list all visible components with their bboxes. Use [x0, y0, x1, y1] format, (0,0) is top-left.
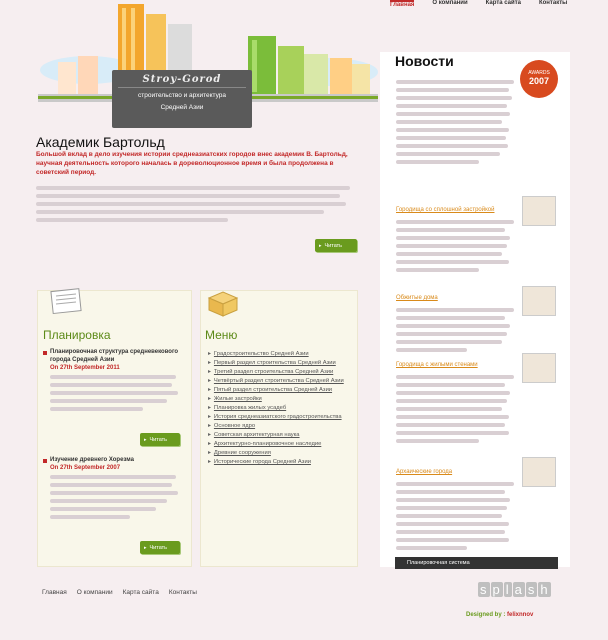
designed-by [466, 612, 533, 618]
nav-sitemap[interactable]: Карта сайта [485, 0, 521, 6]
list-item: ▸ Исторические города Средней Азии [208, 458, 311, 465]
menu-link[interactable]: Советская архитектурная наука [213, 431, 300, 438]
news-intro-text [396, 80, 514, 164]
news-link[interactable]: Городища со сплошной застройкой [396, 207, 495, 213]
box-icon [205, 286, 241, 318]
house-thumbnail[interactable] [522, 457, 556, 487]
news-item [396, 353, 514, 443]
list-item: ▸ Основное ядро [208, 422, 256, 429]
news-link[interactable]: Городища с жилыми стенами [396, 362, 478, 368]
menu-link[interactable]: Пятый раздел строительства Средней Азии [213, 386, 333, 393]
menu-link[interactable]: Третий раздел строительства Средней Азии [213, 368, 334, 375]
planning-item [43, 457, 183, 519]
bullet-icon [43, 351, 47, 355]
menu-link[interactable]: Исторические города Средней Азии [213, 458, 311, 465]
menu-link[interactable]: Четвёртый раздел строительства Средней Азии [213, 377, 344, 384]
award-label: AWARDS [528, 70, 550, 76]
house-thumbnail[interactable] [522, 353, 556, 383]
menu-link[interactable]: История среднеазиатского градостроительства [213, 413, 342, 420]
house-thumbnail[interactable] [522, 286, 556, 316]
footer-nav [42, 589, 197, 596]
article-read-label: Читать [324, 242, 343, 249]
footer-nav-about[interactable]: О компании [76, 589, 113, 596]
top-nav [382, 0, 608, 11]
nav-contacts[interactable]: Контакты [538, 0, 568, 6]
list-item: ▸ Четвёртый раздел строительства Средней Азии [208, 377, 344, 384]
designed-label: Designed by : [466, 612, 506, 618]
list-item: ▸ Третий раздел строительства Средней Азии [208, 368, 334, 375]
list-item: ▸ Советская архитектурная наука [208, 431, 300, 438]
planning-read-button-1[interactable] [140, 433, 180, 446]
planning-system-bar[interactable] [395, 557, 558, 569]
arrow-icon: ▸ [144, 436, 147, 443]
news-link[interactable]: Обжитые дома [396, 295, 438, 301]
award-year: 2007 [528, 76, 550, 86]
logo-name: Stroy-Gorod [118, 74, 246, 88]
house-thumbnail[interactable] [522, 196, 556, 226]
menu-link[interactable]: Жилые застройки [213, 395, 262, 402]
list-item: ▸ Планировка жилых усадеб [208, 404, 287, 411]
article-title: Академик Бартольд [36, 134, 165, 150]
planning-item [43, 349, 183, 411]
planning-read-label: Читать [149, 544, 168, 551]
menu-link[interactable]: Основное ядро [213, 422, 256, 429]
planning-item-date: On 27th September 2007 [50, 464, 121, 471]
arrow-icon: ▸ [144, 544, 147, 551]
site-logo[interactable] [112, 70, 252, 128]
planning-item-title-link[interactable]: Изучение древнего Хорезма [50, 457, 134, 463]
news-title: Новости [395, 53, 454, 69]
news-item [396, 460, 514, 550]
designer-link[interactable]: felixnnov [507, 612, 534, 618]
menu-title: Меню [205, 328, 238, 342]
arrow-icon: ▸ [319, 242, 322, 249]
planning-title: Планировка [43, 328, 111, 342]
list-item: ▸ Пятый раздел строительства Средней Азии [208, 386, 333, 393]
nav-about[interactable]: О компании [432, 0, 468, 6]
article-lead: Большой вклад в дело изучения истории среднеазиатских городов внес академик В. Бартольд, научная деятельность которого началась в дореволюционное время и была продолжена в советский период. [36, 151, 348, 177]
planning-item-text [50, 375, 183, 411]
planning-item-date: On 27th September 2011 [50, 364, 120, 371]
footer-nav-contacts[interactable]: Контакты [168, 589, 197, 596]
planning-system-label: Планировочная система [407, 560, 470, 566]
splash-logo: s p l a s h [480, 582, 549, 597]
menu-link[interactable]: Планировка жилых усадеб [213, 404, 287, 411]
article-body-text [36, 186, 356, 222]
list-item: ▸ Градостроительство Средней Азии [208, 351, 309, 357]
footer-nav-sitemap[interactable]: Карта сайта [122, 589, 159, 596]
planning-item-text [50, 475, 183, 519]
nav-home[interactable]: Главная [390, 0, 414, 11]
award-badge [520, 60, 558, 98]
menu-link[interactable]: Архитектурно-планировочное наследие [213, 440, 322, 447]
list-item: ▸ Жилые застройки [208, 395, 262, 402]
logo-tagline: строительство и архитектура [138, 92, 226, 99]
list-item: ▸ Древние сооружения [208, 449, 271, 456]
menu-link[interactable]: Градостроительство Средней Азии [213, 351, 309, 357]
bullet-icon [43, 459, 47, 463]
menu-link[interactable]: Первый раздел строительства Средней Азии [213, 359, 336, 366]
list-item: ▸ Архитектурно-планировочное наследие [208, 440, 322, 447]
news-item [396, 286, 514, 352]
planning-read-label: Читать [149, 436, 168, 443]
menu-list [208, 350, 348, 467]
planning-read-button-2[interactable] [140, 541, 180, 554]
footer-nav-home[interactable]: Главная [42, 589, 67, 596]
news-link[interactable]: Архаические города [396, 469, 453, 475]
menu-link[interactable]: Древние сооружения [213, 449, 271, 456]
list-item: ▸ История среднеазиатского градостроительства [208, 413, 342, 420]
list-item: ▸ Первый раздел строительства Средней Азии [208, 359, 336, 366]
newspaper-icon [50, 286, 84, 316]
news-item [396, 198, 514, 272]
planning-item-title-link[interactable]: Планировочная структура средневекового города Средней Азии [50, 349, 179, 363]
logo-region: Средней Азии [160, 104, 204, 111]
article-read-button[interactable] [315, 239, 357, 252]
